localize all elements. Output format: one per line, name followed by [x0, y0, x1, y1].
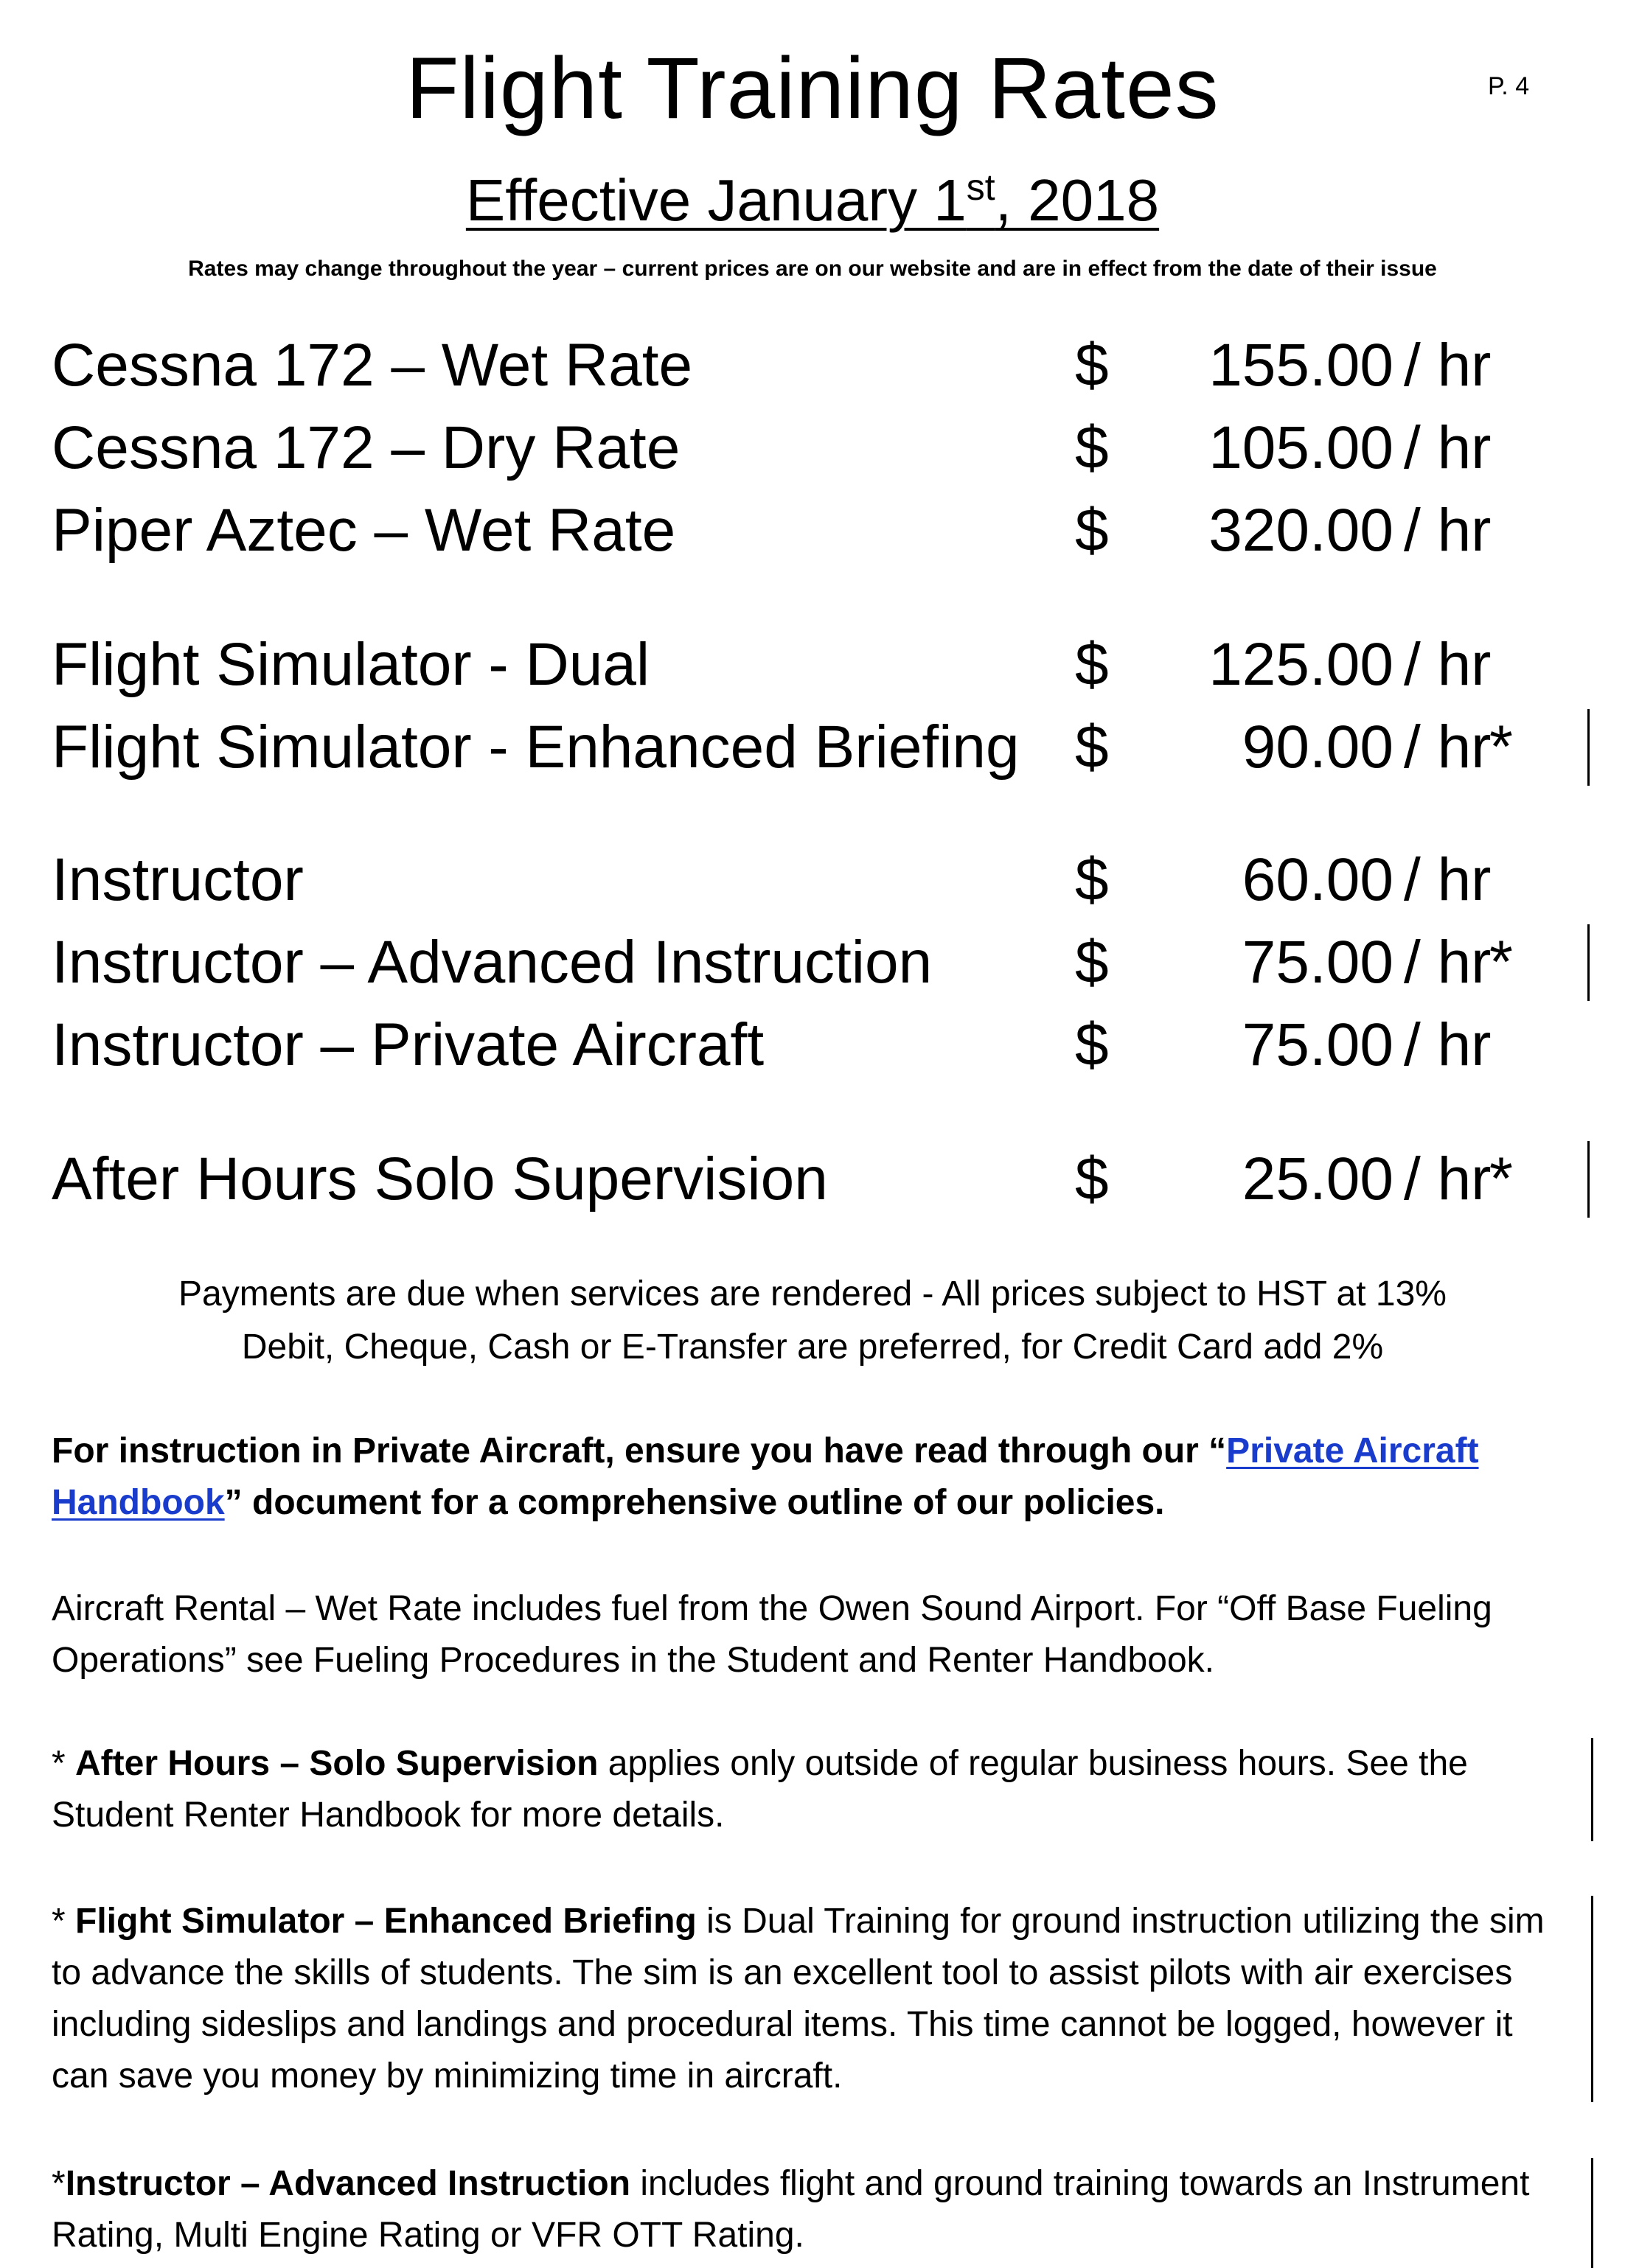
rate-amount: 90.00	[1242, 713, 1393, 781]
footnote-asterisk: *	[52, 1902, 76, 1941]
rate-unit: / hr	[1404, 929, 1492, 996]
change-bar	[1591, 1896, 1593, 2102]
footnote-asterisk: *	[1489, 929, 1513, 996]
rate-unit: / hr	[1404, 713, 1492, 781]
change-bar	[1587, 709, 1590, 786]
rate-label: After Hours Solo Supervision	[52, 1145, 828, 1212]
rate-label: Instructor – Advanced Instruction	[52, 929, 933, 996]
dollar-sign: $	[1075, 846, 1109, 913]
dollar-sign: $	[1075, 631, 1109, 698]
row-spacer	[52, 789, 1607, 839]
payment-terms	[0, 1268, 1625, 1374]
rate-label: Cessna 172 – Dry Rate	[52, 414, 681, 481]
rate-unit: / hr	[1404, 332, 1492, 399]
row-spacer	[52, 1086, 1607, 1138]
effective-date-sup: st	[966, 167, 995, 208]
rate-row-instructor	[52, 839, 1607, 921]
rate-row-aztec-wet	[52, 489, 1607, 572]
payment-terms-line: Payments are due when services are rendered - All prices subject to HST at 13%	[178, 1274, 1447, 1313]
rate-unit: / hr	[1404, 631, 1492, 698]
rate-row-sim-enhanced	[52, 706, 1607, 789]
rate-amount: 75.00	[1242, 929, 1393, 996]
rate-label: Piper Aztec – Wet Rate	[52, 497, 676, 564]
rate-row-cessna-wet	[52, 324, 1607, 407]
rate-amount: 320.00	[1208, 497, 1393, 564]
private-aircraft-handbook-link-cont[interactable]: Handbook	[52, 1483, 225, 1522]
dollar-sign: $	[1075, 1145, 1109, 1212]
rates-change-note: Rates may change throughout the year – current prices are on our website and are in effect from the date of their issue	[188, 257, 1437, 281]
footnote-title: Instructor – Advanced Instruction	[65, 2164, 631, 2203]
footnote-asterisk: *	[52, 1744, 76, 1783]
footnote-asterisk: *	[1489, 1145, 1513, 1212]
wet-rate-note: Aircraft Rental – Wet Rate includes fuel from the Owen Sound Airport. For “Off Base Fueling Operations” see Fueling Procedures in the Student and Renter Handbook.	[52, 1589, 1492, 1680]
rate-label: Flight Simulator - Dual	[52, 631, 650, 698]
dollar-sign: $	[1075, 497, 1109, 564]
effective-date-prefix: Effective January 1	[465, 167, 967, 233]
rate-row-cessna-dry	[52, 407, 1607, 489]
effective-date-suffix: , 2018	[995, 167, 1160, 233]
rate-label: Cessna 172 – Wet Rate	[52, 332, 693, 399]
rate-amount: 155.00	[1208, 332, 1393, 399]
footnote-title: Flight Simulator – Enhanced Briefing	[75, 1902, 697, 1941]
rate-row-sim-dual	[52, 624, 1607, 706]
rate-amount: 25.00	[1242, 1145, 1393, 1212]
rate-row-instructor-advanced	[52, 921, 1607, 1004]
footnote-title: After Hours – Solo Supervision	[75, 1744, 599, 1783]
rate-label: Instructor	[52, 846, 304, 913]
row-spacer	[52, 572, 1607, 624]
rates-table	[52, 324, 1607, 1221]
effective-date	[0, 164, 1625, 237]
advanced-footnote	[52, 2158, 1570, 2261]
payment-methods-line: Debit, Cheque, Cash or E-Transfer are preferred, for Credit Card add 2%	[241, 1327, 1384, 1367]
page-number: P. 4	[1488, 72, 1530, 100]
footnote-text: includes flight and ground training towards an Instrument Rating, Multi Engine Rating or VFR OTT Rating.	[52, 2164, 1530, 2255]
rate-label: Instructor – Private Aircraft	[52, 1011, 765, 1078]
rate-amount: 75.00	[1242, 1011, 1393, 1078]
rate-amount: 105.00	[1208, 414, 1393, 481]
footnote-asterisk: *	[1489, 713, 1513, 781]
rate-row-after-hours	[52, 1138, 1607, 1221]
rate-amount: 60.00	[1242, 846, 1393, 913]
private-aircraft-note	[52, 1426, 1570, 1529]
rate-unit: / hr	[1404, 846, 1492, 913]
private-aircraft-note-text-end: ” document for a comprehensive outline of our policies.	[224, 1483, 1165, 1522]
change-bar	[1587, 1141, 1590, 1218]
rate-unit: / hr	[1404, 1011, 1492, 1078]
dollar-sign: $	[1075, 332, 1109, 399]
dollar-sign: $	[1075, 1011, 1109, 1078]
footnote-asterisk: *	[52, 2164, 66, 2203]
dollar-sign: $	[1075, 414, 1109, 481]
page-title: Flight Training Rates	[406, 40, 1219, 137]
dollar-sign: $	[1075, 929, 1109, 996]
dollar-sign: $	[1075, 713, 1109, 781]
change-bar	[1591, 2158, 1593, 2268]
change-bar	[1587, 924, 1590, 1001]
rate-label: Flight Simulator - Enhanced Briefing	[52, 713, 1020, 781]
footnote-text: is Dual Training for ground instruction utilizing the sim to advance the skills of students. The sim is an excellent tool to assist pilots with air exercises including sideslips and landings and procedural items. This time cannot be logged, however it can save you money by minimizing time in aircraft.	[52, 1902, 1545, 2096]
rate-unit: / hr	[1404, 497, 1492, 564]
rate-row-instructor-private	[52, 1004, 1607, 1086]
footnote-text: applies only outside of regular business hours. See the Student Renter Handbook for more details.	[52, 1744, 1468, 1835]
sim-footnote	[52, 1896, 1570, 2102]
change-bar	[1591, 1738, 1593, 1841]
after-hours-footnote	[52, 1738, 1570, 1841]
rate-unit: / hr	[1404, 414, 1492, 481]
private-aircraft-note-text: For instruction in Private Aircraft, ensure you have read through our “	[52, 1431, 1227, 1470]
rate-amount: 125.00	[1208, 631, 1393, 698]
private-aircraft-handbook-link[interactable]: Private Aircraft	[1226, 1431, 1479, 1470]
rate-unit: / hr	[1404, 1145, 1492, 1212]
